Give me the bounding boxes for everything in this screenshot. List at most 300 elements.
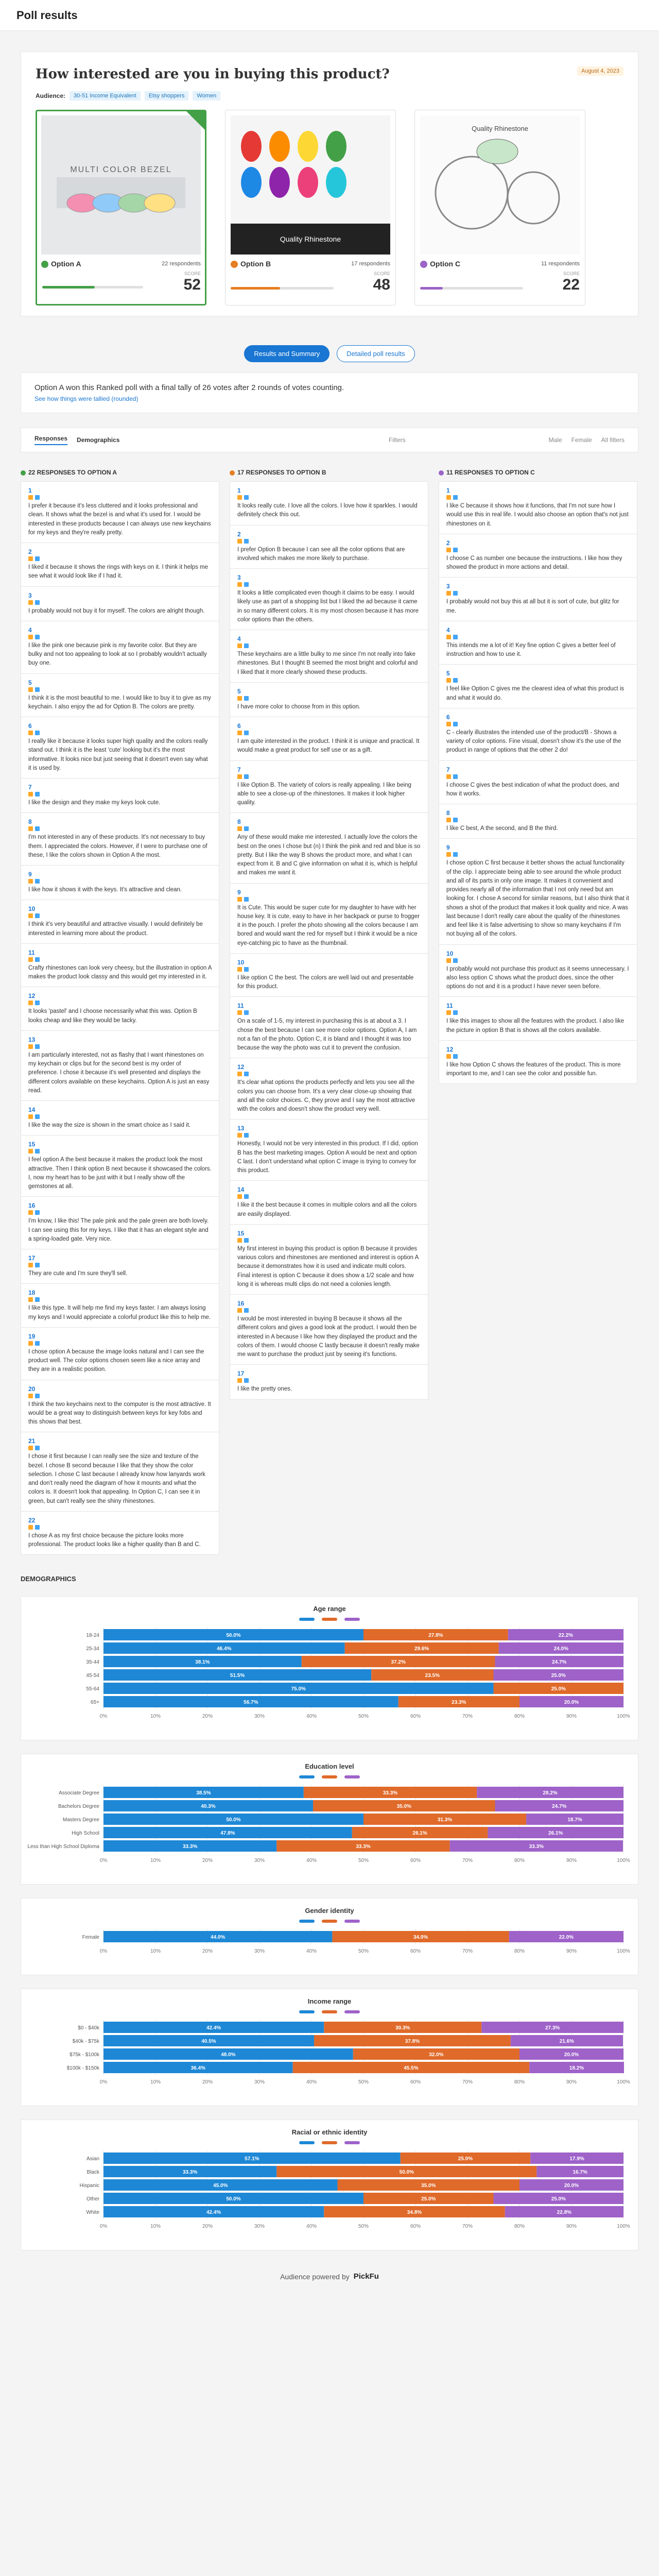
- response-comment: [21, 1432, 219, 1512]
- demographic-chart-card: [21, 2120, 638, 2250]
- comment-text: I probably would not purchase this product as it seems unnecessary. I also less option C shows what the product does, since the other options do not and it is a product I have never seen before.: [446, 965, 629, 990]
- category-label: Female: [82, 1935, 99, 1941]
- winner-corner: [186, 111, 205, 130]
- chart-legend: [26, 1775, 633, 1778]
- gender-icon: [28, 792, 33, 796]
- score-bar: [231, 287, 334, 290]
- x-tick-label: 20%: [202, 1714, 213, 1720]
- bar-data-label: 25.0%: [551, 1686, 566, 1692]
- respondent-icons: [237, 897, 421, 902]
- comment-number: 14: [237, 1186, 245, 1194]
- respondent-icons: [446, 1010, 630, 1015]
- bar-data-label: 51.5%: [230, 1673, 245, 1679]
- comment-number: 12: [446, 1045, 454, 1053]
- respondent-icons: [28, 1149, 212, 1154]
- response-comment: [230, 760, 428, 814]
- x-tick-label: 50%: [358, 2079, 369, 2086]
- age-icon: [35, 600, 40, 605]
- comment-text: I choose C as number one because the instructions. I like how they showed the product in more actions and detail.: [446, 555, 622, 570]
- filter-female[interactable]: Female: [571, 436, 592, 444]
- x-tick-label: 0%: [99, 1714, 108, 1720]
- bar-data-label: 56.7%: [244, 1700, 258, 1706]
- option-card[interactable]: [225, 110, 396, 306]
- response-comment: [21, 1249, 219, 1284]
- comment-text: Crafty rhinestones can look very cheesy, but the illustration in option A makes the product look classy and this would get my interested in it.: [28, 964, 212, 980]
- bar-data-label: 32.0%: [429, 2052, 444, 2058]
- option-title-row: [420, 260, 580, 268]
- x-tick-label: 50%: [358, 2224, 369, 2230]
- bar-data-label: 50.0%: [226, 1633, 241, 1639]
- x-tick-label: 10%: [150, 2079, 161, 2086]
- legend-swatch: [322, 2141, 337, 2144]
- comment-text: I chose option C first because it better shows the actual functionality of the clip. I appreciate being able to see around the whole product and all of its parts in only one image. It makes it convenient and provides nearly all of the information that I not only need but am looking for. I chose A second for similar reasons, but I also think that it shows a shot of the product that makes it look quality and nice. A was last because I don't really care about the quality of the rhinestones and feel like it is false advertising to show so many keychains if I'm not buying all of the colors.: [446, 860, 629, 938]
- comment-text: I like the pretty ones.: [237, 1386, 292, 1393]
- column-header-label: 11 RESPONSES TO OPTION C: [446, 469, 535, 476]
- comment-number: 2: [446, 539, 450, 547]
- response-comment: [21, 1135, 219, 1197]
- comment-text: I probably would not buy this at all but it is sort of cute, but glitz for me.: [446, 599, 619, 614]
- bar-data-label: 25.0%: [458, 2156, 473, 2162]
- gender-icon: [28, 1149, 33, 1154]
- legend-swatch: [344, 2141, 360, 2144]
- option-illustration: [231, 115, 390, 255]
- bar-data-label: 50.0%: [226, 2196, 241, 2202]
- x-tick-label: 100%: [617, 1858, 630, 1864]
- gender-icon: [237, 539, 242, 544]
- respondent-icons: [28, 1263, 212, 1267]
- x-tick-label: 80%: [514, 1948, 525, 1955]
- respondent-icons: [237, 582, 421, 587]
- gender-icon: [446, 548, 451, 552]
- stacked-bar-chart: [26, 1927, 634, 1960]
- result-tabs: [21, 345, 638, 362]
- comment-text: I like this images to show all the features with the product. I also like the picture in option B that is shows all the colors available.: [446, 1018, 625, 1033]
- gender-icon: [446, 678, 451, 683]
- comment-text: I like Option B. The variety of colors is really appealing. I like being able to see a close-up of the rhinestones. It makes it look higher quality.: [237, 782, 411, 806]
- poll-date-badge: August 4, 2023: [577, 66, 623, 76]
- comment-number: 13: [28, 1036, 36, 1043]
- bar-data-label: 40.3%: [201, 1804, 216, 1810]
- bar-data-label: 46.4%: [217, 1646, 232, 1652]
- option-label: Option C: [430, 260, 461, 268]
- age-icon: [244, 731, 249, 735]
- gender-icon: [237, 897, 242, 902]
- respondent-icons: [28, 687, 212, 692]
- respondent-icons: [237, 1378, 421, 1383]
- comment-number: 15: [237, 1229, 245, 1237]
- demographic-chart-card: [21, 1898, 638, 1975]
- audience-tag[interactable]: Etsy shoppers: [145, 91, 189, 100]
- bar-data-label: 31.3%: [437, 1817, 453, 1823]
- age-icon: [35, 879, 40, 884]
- gender-icon: [237, 582, 242, 587]
- bar-data-label: 22.8%: [557, 2210, 572, 2216]
- legend-swatch: [299, 1920, 315, 1923]
- gender-icon: [28, 731, 33, 735]
- response-comment: [230, 1058, 428, 1120]
- score-value: 48: [373, 276, 390, 294]
- respondent-icons: [446, 548, 630, 552]
- comment-text: I prefer it because it's less cluttered and it looks professional and clean. It shows what the bezel is and what it's used for. I would be interested in these products because I can always use new keychains for my keys and they're really pretty.: [28, 503, 211, 536]
- response-comment: [230, 1180, 428, 1225]
- x-tick-label: 0%: [99, 1858, 108, 1864]
- comment-text: I liked it because it shows the rings with keys on it. I think it helps me see what it would look like if I had it.: [28, 564, 208, 580]
- summary-text: Option A won this Ranked poll with a final tally of 26 votes after 2 rounds of votes counting.: [34, 383, 344, 392]
- filter-male[interactable]: Male: [548, 436, 562, 444]
- age-icon: [244, 1072, 249, 1076]
- x-tick-label: 40%: [306, 1714, 317, 1720]
- score-bar-fill: [42, 286, 95, 289]
- x-tick-label: 10%: [150, 1858, 161, 1864]
- comment-text: I like C best, A the second, and B the third.: [446, 825, 558, 832]
- comment-number: 7: [237, 766, 241, 773]
- comment-number: 6: [28, 722, 32, 730]
- bar-data-label: 33.3%: [182, 1844, 198, 1850]
- respondent-icons: [446, 722, 630, 726]
- response-comment: [439, 944, 637, 997]
- comment-text: I feel option A the best because it makes the product look the most attractive. Then I think option B next because it showcased the colors. I, now my heart has to be just with it but I really show off the gemstones at all.: [28, 1157, 212, 1190]
- comment-text: It looks really cute. I love all the colors. I love how it sparkles. I would definitely check this out.: [237, 503, 418, 518]
- audience-tag[interactable]: Women: [193, 91, 220, 100]
- gender-icon: [28, 600, 33, 605]
- tally-link[interactable]: See how things were tallied (rounded): [34, 395, 138, 402]
- gender-icon: [446, 635, 451, 639]
- gender-icon: [28, 1210, 33, 1215]
- comment-text: I chose A as my first choice because the picture looks more professional. The product looks like a higher quality than B and C.: [28, 1532, 201, 1548]
- comment-text: I like how it shows it with the keys. It's attractive and clean.: [28, 887, 182, 893]
- chart-title: Income range: [307, 1997, 352, 2006]
- comment-number: 14: [28, 1106, 36, 1113]
- bar-data-label: 22.2%: [558, 1633, 574, 1639]
- x-tick-label: 0%: [99, 1948, 108, 1955]
- comment-text: I think it's very beautiful and attractive visually. I would definitely be interested in learning more about the product.: [28, 921, 203, 937]
- stacked-bar-chart: [26, 2018, 634, 2091]
- legend-swatch: [344, 1775, 360, 1778]
- option-image[interactable]: [420, 115, 580, 255]
- age-icon: [244, 1378, 249, 1383]
- gender-icon: [446, 818, 451, 822]
- bar-data-label: 24.7%: [552, 1659, 567, 1666]
- option-illustration: [420, 115, 580, 255]
- category-label: 35-44: [86, 1659, 99, 1666]
- bar-data-label: 33.3%: [182, 2170, 198, 2176]
- x-tick-label: 30%: [254, 2079, 265, 2086]
- comment-text: I would be most interested in buying B because it shows all the different colors and gives a good look at the product. I would then be interested in A because I like how they displayed the product and the colors of them. I would choose C lastly because it doesn't really make me want to purchase the product just by seeing it's functions.: [237, 1316, 420, 1358]
- respondent-icons: [28, 1114, 212, 1119]
- comment-number: 3: [28, 591, 32, 599]
- x-tick-label: 70%: [462, 1948, 473, 1955]
- option-score: [420, 271, 580, 294]
- gender-icon: [446, 495, 451, 500]
- tab-responses[interactable]: Responses: [34, 435, 67, 445]
- age-icon: [453, 852, 458, 857]
- bar-data-label: 25.0%: [421, 2196, 436, 2202]
- comment-text: I probably would not buy it for myself. The colors are alright though.: [28, 607, 205, 614]
- respondent-icons: [446, 635, 630, 639]
- filter-all[interactable]: All filters: [601, 436, 625, 444]
- respondent-icons: [28, 1001, 212, 1005]
- respondent-icons: [237, 539, 421, 544]
- option-title-row: [231, 260, 390, 268]
- comment-number: 2: [237, 530, 241, 538]
- category-label: Hispanic: [79, 2183, 99, 2189]
- comment-number: 20: [28, 1385, 36, 1393]
- tab-results-summary[interactable]: Results and Summary: [244, 345, 330, 362]
- option-color-dot: [439, 470, 444, 476]
- response-comment: [230, 682, 428, 717]
- top-bar: [0, 0, 659, 31]
- respondent-icons: [28, 1297, 212, 1302]
- option-title-row: [41, 260, 201, 268]
- filters-label: Filters: [388, 436, 406, 444]
- comment-text: I think it is the most beautiful to me. I would like to buy it to give as my keychain. I also enjoy the ad for Option B. The colors are pretty.: [28, 694, 211, 710]
- comment-text: I like this type. It will help me find my keys faster. I am always losing my keys and I would appreciate a colorful product like this to help me.: [28, 1305, 211, 1320]
- chart-legend: [26, 1618, 633, 1621]
- gender-icon: [28, 1341, 33, 1346]
- response-comment: [21, 1511, 219, 1555]
- respondent-icons: [28, 1210, 212, 1215]
- option-card[interactable]: [414, 110, 585, 306]
- bar-data-label: 33.3%: [529, 1844, 544, 1850]
- age-icon: [244, 1238, 249, 1243]
- comment-number: 9: [28, 871, 32, 878]
- response-column: [230, 466, 428, 1399]
- legend-swatch: [344, 2010, 360, 2013]
- option-respondents: 22 respondents: [162, 261, 201, 267]
- column-header: [230, 466, 428, 481]
- option-respondents: 11 respondents: [541, 261, 580, 267]
- gender-icon: [237, 643, 242, 648]
- age-icon: [453, 1054, 458, 1059]
- score-bar-fill: [231, 287, 280, 290]
- respondent-icons: [28, 879, 212, 884]
- gender-icon: [237, 696, 242, 701]
- comment-number: 9: [237, 888, 241, 896]
- bar-data-label: 30.3%: [395, 2025, 410, 2031]
- respondent-icons: [237, 826, 421, 831]
- comment-text: On a scale of 1-5, my interest in purchasing this is at about a 3. I chose the best because I can see more color options. Option A, I am not a fan of the photo. Option C, it is bland and I thought it was too because the way the photo was cut it to prevent the confusion.: [237, 1018, 417, 1051]
- option-name: [231, 260, 271, 268]
- column-header: [21, 466, 219, 481]
- response-comment: [439, 996, 637, 1041]
- demographics-title: DEMOGRAPHICS: [21, 1575, 76, 1583]
- category-label: Other: [86, 2196, 99, 2202]
- gender-icon: [28, 957, 33, 962]
- gender-icon: [237, 1194, 242, 1199]
- x-tick-label: 100%: [617, 1714, 630, 1720]
- comment-text: C - clearly illustrates the intended use of the product/B - Shows a variety of color options. Fine visual, doesn't show it's the use of the product in range of options that the other 2 do!: [446, 729, 621, 754]
- bar-data-label: 37.8%: [405, 2039, 420, 2045]
- comment-text: I am particularly interested, not as flashy that I want rhinestones on my keychain or clips but for the second best is my order of preference. I chose it because it's well presented and displays the different colors available on these keychains. Option A is just an easy read.: [28, 1052, 210, 1094]
- respondent-icons: [446, 1054, 630, 1059]
- response-comment: [21, 865, 219, 900]
- respondent-icons: [28, 1044, 212, 1049]
- score-value: 22: [562, 276, 580, 294]
- respondent-icons: [237, 731, 421, 735]
- category-label: Less than High School Diploma: [27, 1844, 99, 1850]
- x-tick-label: 70%: [462, 1858, 473, 1864]
- gender-icon: [28, 879, 33, 884]
- response-comment: [230, 525, 428, 569]
- stacked-bar-chart: [26, 1783, 634, 1869]
- comment-number: 6: [446, 713, 450, 721]
- x-tick-label: 100%: [617, 1948, 630, 1955]
- category-label: Associate Degree: [59, 1790, 99, 1797]
- x-tick-label: 30%: [254, 1858, 265, 1864]
- gender-icon: [28, 495, 33, 500]
- bar-data-label: 35.0%: [421, 2183, 436, 2189]
- comment-number: 7: [446, 766, 450, 773]
- respondent-icons: [28, 1394, 212, 1398]
- response-columns: [21, 466, 638, 1554]
- category-label: 55-64: [86, 1686, 99, 1692]
- respondent-icons: [237, 495, 421, 500]
- option-illustration: [41, 115, 201, 255]
- comment-number: 13: [237, 1125, 245, 1132]
- age-icon: [35, 913, 40, 918]
- comment-number: 16: [237, 1300, 245, 1307]
- tab-demographics[interactable]: Demographics: [77, 436, 120, 444]
- x-tick-label: 80%: [514, 2079, 525, 2086]
- response-comment: [21, 987, 219, 1031]
- response-comment: [230, 717, 428, 761]
- comment-text: I like C because it shows how it functions, that I'm not sure how I would use this in real life. I would also choose an option that's not just rhinestones on it.: [446, 503, 629, 527]
- comment-text: I like the pink one because pink is my favorite color. But they are bulky and not too appealing to look at so I probably wouldn't actually buy one.: [28, 642, 207, 667]
- response-comment: [230, 481, 428, 526]
- response-comment: [439, 760, 637, 805]
- age-icon: [244, 1010, 249, 1015]
- age-icon: [35, 635, 40, 639]
- age-icon: [35, 687, 40, 692]
- age-icon: [244, 643, 249, 648]
- comment-text: I choose C gives the best indication of what the product does, and how it works.: [446, 782, 619, 797]
- legend-swatch: [322, 1920, 337, 1923]
- score-bar: [42, 286, 143, 289]
- chart-legend: [26, 2010, 633, 2013]
- x-tick-label: 60%: [410, 2224, 421, 2230]
- respondent-icons: [28, 792, 212, 796]
- chart-title: Education level: [305, 1762, 354, 1771]
- respondent-icons: [446, 852, 630, 857]
- category-label: High School: [72, 1831, 99, 1837]
- bar-data-label: 36.4%: [190, 2065, 205, 2072]
- gender-icon: [28, 556, 33, 561]
- age-icon: [244, 1194, 249, 1199]
- gender-icon: [237, 774, 242, 779]
- audience-tag[interactable]: 30-51 Income Equivalent: [70, 91, 141, 100]
- age-icon: [35, 792, 40, 796]
- x-tick-label: 50%: [358, 1858, 369, 1864]
- comment-text: It's clear what options the products perfectly and lets you see all the colors you can choose from. It's a very clear close-up showing that and all the color choices. C, they prove and I say the most attractive with the colors and doesn't show the product very well.: [237, 1079, 415, 1112]
- x-tick-label: 0%: [99, 2079, 108, 2086]
- demographic-chart-card: [21, 1754, 638, 1885]
- bar-data-label: 25.0%: [551, 1673, 566, 1679]
- bar-data-label: 20.0%: [564, 2052, 579, 2058]
- response-comment: [21, 1283, 219, 1328]
- bar-data-label: 34.8%: [407, 2210, 422, 2216]
- legend-swatch: [299, 2141, 315, 2144]
- x-tick-label: 30%: [254, 2224, 265, 2230]
- bar-data-label: 29.6%: [414, 1646, 429, 1652]
- comment-number: 12: [28, 992, 36, 1000]
- x-tick-label: 90%: [566, 1858, 577, 1864]
- comment-text: It looks 'pastel' and I choose necessarily what this was. Option B looks cheap and like they would be tacky.: [28, 1008, 197, 1024]
- response-comment: [230, 630, 428, 683]
- comment-text: I like the design and they make my keys look cute.: [28, 800, 161, 806]
- age-icon: [453, 958, 458, 963]
- option-image[interactable]: [41, 115, 201, 255]
- comment-number: 11: [28, 948, 35, 956]
- age-icon: [244, 967, 249, 972]
- gender-icon: [28, 1446, 33, 1450]
- category-label: White: [86, 2210, 99, 2216]
- bar-data-label: 26.1%: [548, 1831, 563, 1837]
- bar-data-label: 18.2%: [569, 2065, 584, 2072]
- comment-number: 5: [446, 670, 450, 677]
- category-label: $40k - $75k: [72, 2039, 99, 2045]
- response-comment: [230, 883, 428, 954]
- x-tick-label: 60%: [410, 1714, 421, 1720]
- respondent-icons: [446, 591, 630, 596]
- gender-icon: [28, 1263, 33, 1267]
- x-tick-label: 20%: [202, 1858, 213, 1864]
- age-icon: [453, 774, 458, 779]
- comment-text: They are cute and I'm sure they'll sell.: [28, 1270, 128, 1277]
- comment-number: 22: [28, 1516, 36, 1524]
- summary-card: [21, 372, 638, 413]
- tab-detailed-results[interactable]: Detailed poll results: [337, 345, 414, 362]
- comment-text: These keychains are a little bulky to me since I'm not really into fake rhinestones. But I thought B seemed the most bright and colorful and I liked that it more clearly showed these products.: [237, 651, 418, 675]
- age-icon: [244, 774, 249, 779]
- respondent-icons: [446, 495, 630, 500]
- chart-title: Racial or ethnic identity: [291, 2128, 368, 2137]
- legend-swatch: [299, 1775, 315, 1778]
- gender-icon: [28, 1001, 33, 1005]
- response-comment: [230, 1119, 428, 1181]
- respondent-icons: [28, 1446, 212, 1450]
- comment-number: 17: [28, 1255, 36, 1262]
- age-icon: [35, 556, 40, 561]
- comment-number: 10: [28, 905, 36, 913]
- gender-icon: [28, 1044, 33, 1049]
- respondent-icons: [237, 1133, 421, 1138]
- x-tick-label: 80%: [514, 1858, 525, 1864]
- age-icon: [35, 1001, 40, 1005]
- x-tick-label: 40%: [306, 1948, 317, 1955]
- bar-data-label: 24.7%: [552, 1804, 567, 1810]
- x-tick-label: 70%: [462, 2079, 473, 2086]
- gender-icon: [446, 1054, 451, 1059]
- response-comment: [21, 1030, 219, 1101]
- gender-icon: [28, 913, 33, 918]
- age-icon: [244, 1133, 249, 1138]
- bar-data-label: 50.0%: [226, 1817, 241, 1823]
- gender-icon: [237, 1378, 242, 1383]
- option-respondents: 17 respondents: [351, 261, 390, 267]
- column-header-label: 17 RESPONSES TO OPTION B: [237, 469, 326, 476]
- response-comment: [21, 1380, 219, 1433]
- respondent-icons: [28, 957, 212, 962]
- option-card[interactable]: [36, 110, 206, 306]
- category-label: Bachelors Degree: [58, 1804, 99, 1810]
- option-color-dot: [230, 470, 235, 476]
- response-comment: [230, 1294, 428, 1365]
- column-header: [439, 466, 637, 481]
- bar-data-label: 75.0%: [291, 1686, 306, 1692]
- response-comment: [21, 717, 219, 778]
- option-image[interactable]: [231, 115, 390, 255]
- gender-icon: [237, 967, 242, 972]
